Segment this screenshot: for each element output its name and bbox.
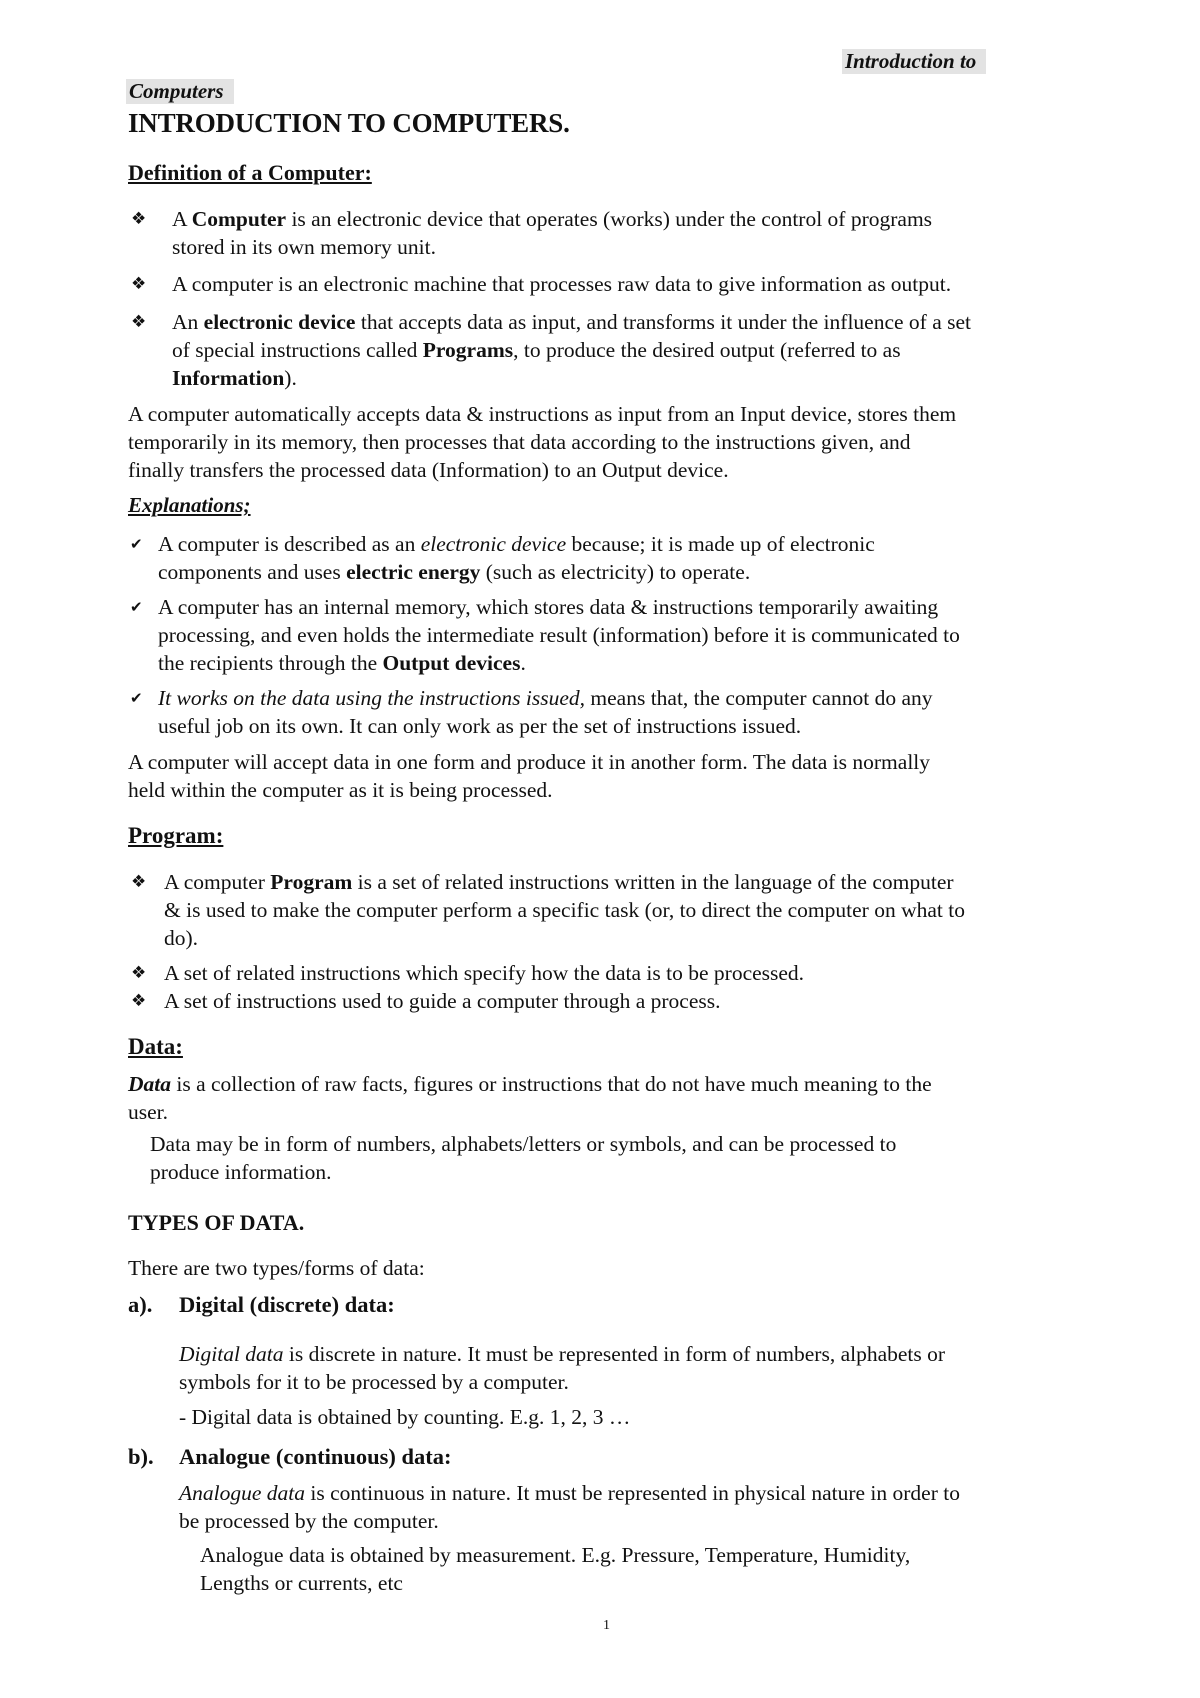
program-bullet-2: A set of related instructions which specify how the data is to be processed. [164, 961, 805, 985]
data-forms-line2: produce information. [150, 1160, 332, 1184]
program-bullet-1-line1: A computer Program is a set of related instructions written in the language of the computer [164, 870, 954, 894]
definition-bullet-3-line1: An electronic device that accepts data as input, and transforms it under the influence of a set [172, 310, 972, 334]
explanation-1-line1: A computer is described as an electronic device because; it is made up of electronic [158, 532, 875, 556]
program-bullet-1-line3: do). [164, 926, 199, 950]
diamond-bullet-icon: ❖ [131, 209, 147, 229]
check-bullet-icon: ✔ [130, 535, 143, 553]
check-bullet-icon: ✔ [130, 689, 143, 707]
program-bullet-1-line2: & is used to make the computer perform a specific task (or, to direct the computer on what to [164, 898, 965, 922]
explanations-heading: Explanations; [128, 493, 251, 517]
explanation-2-line3: the recipients through the Output devices. [158, 651, 526, 675]
definition-bullet-3-line3: Information). [172, 366, 297, 390]
type-a-line3: - Digital data is obtained by counting. E.g. 1, 2, 3 … [179, 1405, 631, 1429]
type-a-line1: Digital data is discrete in nature. It must be represented in form of numbers, alphabets or [179, 1342, 946, 1366]
program-heading: Program: [128, 823, 224, 848]
type-a-label: a). [128, 1292, 153, 1317]
type-b-label: b). [128, 1444, 154, 1469]
type-a-title: Digital (discrete) data: [179, 1292, 395, 1317]
type-b-line2: be processed by the computer. [179, 1509, 439, 1533]
explanation-2-line2: processing, and even holds the intermediate result (information) before it is communicated to [158, 623, 960, 647]
running-header-line1: Introduction to [842, 49, 986, 74]
explanations-paragraph-line2: held within the computer as it is being processed. [128, 778, 553, 802]
definition-paragraph-line2: temporarily in its memory, then processes that data according to the instructions given, and [128, 430, 911, 454]
diamond-bullet-icon: ❖ [131, 963, 147, 983]
explanation-3-line2: useful job on its own. It can only work as per the set of instructions issued. [158, 714, 802, 738]
running-header-line2: Computers [126, 79, 234, 104]
data-forms-line1: Data may be in form of numbers, alphabets/letters or symbols, and can be processed to [150, 1132, 897, 1156]
type-b-line4: Lengths or currents, etc [200, 1571, 403, 1595]
data-definition-line2: user. [128, 1100, 169, 1124]
explanation-2-line1: A computer has an internal memory, which stores data & instructions temporarily awaiting [158, 595, 939, 619]
explanations-paragraph-line1: A computer will accept data in one form and produce it in another form. The data is normally [128, 750, 931, 774]
types-of-data-heading: TYPES OF DATA. [128, 1210, 305, 1235]
explanation-1-line2: components and uses electric energy (such as electricity) to operate. [158, 560, 751, 584]
definition-paragraph-line1: A computer automatically accepts data & instructions as input from an Input device, stores them [128, 402, 957, 426]
data-definition-line1: Data is a collection of raw facts, figures or instructions that do not have much meaning to the [128, 1072, 932, 1096]
program-bullet-3: A set of instructions used to guide a computer through a process. [164, 989, 721, 1013]
definition-bullet-3-line2: of special instructions called Programs, to produce the desired output (referred to as [172, 338, 901, 362]
diamond-bullet-icon: ❖ [131, 274, 147, 294]
diamond-bullet-icon: ❖ [131, 872, 147, 892]
type-b-line3: Analogue data is obtained by measurement. E.g. Pressure, Temperature, Humidity, [200, 1543, 911, 1567]
definition-bullet-2: A computer is an electronic machine that processes raw data to give information as output. [172, 272, 952, 296]
data-heading: Data: [128, 1034, 183, 1059]
diamond-bullet-icon: ❖ [131, 991, 147, 1011]
types-intro: There are two types/forms of data: [128, 1256, 425, 1280]
type-b-title: Analogue (continuous) data: [179, 1444, 452, 1469]
explanation-3-line1: It works on the data using the instructions issued, means that, the computer cannot do any [158, 686, 933, 710]
page-number: 1 [603, 1618, 610, 1633]
page-title: INTRODUCTION TO COMPUTERS. [128, 108, 570, 138]
type-b-line1: Analogue data is continuous in nature. It must be represented in physical nature in order to [179, 1481, 960, 1505]
type-a-line2: symbols for it to be processed by a computer. [179, 1370, 569, 1394]
definition-bullet-1-line2: stored in its own memory unit. [172, 235, 436, 259]
check-bullet-icon: ✔ [130, 598, 143, 616]
definition-paragraph-line3: finally transfers the processed data (Information) to an Output device. [128, 458, 729, 482]
definition-heading: Definition of a Computer: [128, 160, 372, 185]
definition-bullet-1-line1: A Computer is an electronic device that operates (works) under the control of programs [172, 207, 933, 231]
diamond-bullet-icon: ❖ [131, 312, 147, 332]
